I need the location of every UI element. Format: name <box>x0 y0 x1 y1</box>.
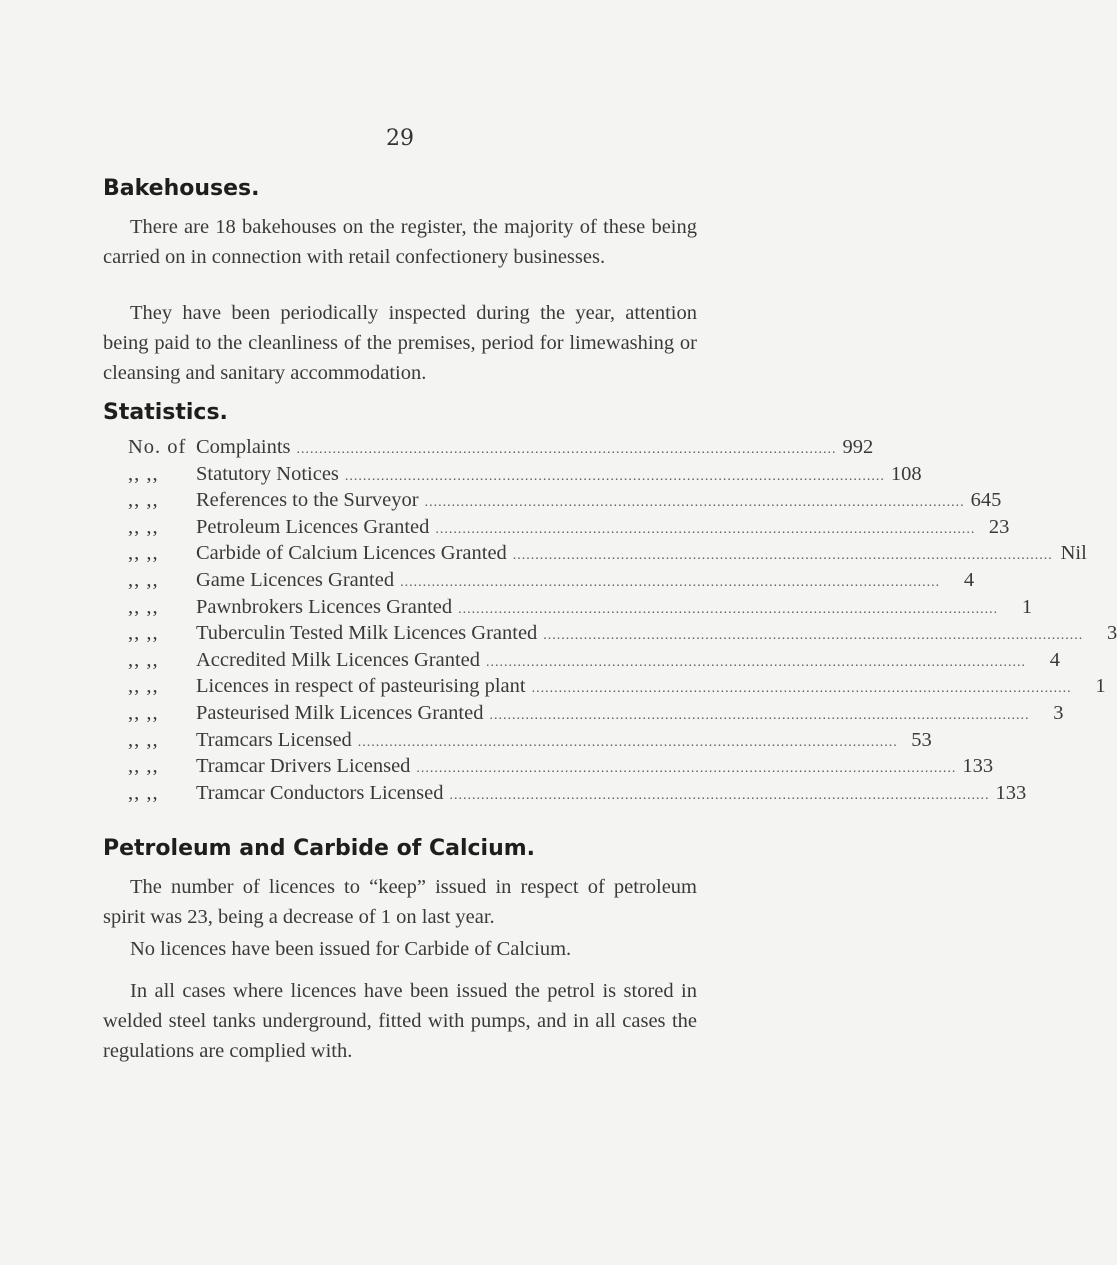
statistics-row-label: Carbide of Calcium Licences Granted <box>196 542 507 565</box>
statistics-row-label: Tramcars Licensed <box>196 728 352 751</box>
statistics-row <box>128 755 994 782</box>
statistics-row <box>128 728 932 756</box>
statistics-row-prefix: ,, ,, <box>128 595 159 618</box>
statistics-row-prefix: ,, ,, <box>128 568 159 591</box>
statistics-row-prefix: ,, ,, <box>128 755 159 778</box>
dot-leader: ........................................................................................................................ <box>486 654 1027 670</box>
dot-leader: ........................................................................................................................ <box>424 495 965 511</box>
statistics-row-value: 4 <box>963 568 975 591</box>
statistics-row-label: Tramcar Drivers Licensed <box>196 755 411 778</box>
statistics-row-value: 4 <box>1049 648 1061 671</box>
dot-leader: ........................................................................................................................ <box>489 707 1030 723</box>
dot-leader: ........................................................................................................................ <box>400 574 941 590</box>
bakehouses-paragraph-2: They have been periodically inspected during the year, attention being paid to the cleanliness of the premises, period for limewashing or cleansing and sanitary accommodation. <box>103 302 697 384</box>
petroleum-heading: Petroleum and Carbide of Calcium. <box>103 836 536 861</box>
statistics-row <box>128 568 975 596</box>
petroleum-paragraph-1: The number of licences to “keep” issued in respect of petroleum spirit was 23, being a decrease of 1 on last year. <box>103 876 697 928</box>
statistics-row <box>128 489 1002 516</box>
statistics-row-prefix: ,, ,, <box>128 489 159 512</box>
dot-leader: ........................................................................................................................ <box>512 548 1053 564</box>
statistics-row-prefix: ,, ,, <box>128 781 159 804</box>
statistics-row-prefix: No. of <box>128 436 187 458</box>
dot-leader: ........................................................................................................................ <box>458 601 999 617</box>
dot-leader: ........................................................................................................................ <box>357 734 898 750</box>
statistics-row-label: Petroleum Licences Granted <box>196 515 430 538</box>
statistics-row <box>128 648 1061 676</box>
statistics-row-value: 23 <box>988 515 1010 538</box>
statistics-row <box>128 781 1027 809</box>
page-number: 29 <box>386 126 414 151</box>
statistics-row-label: Game Licences Granted <box>196 568 395 591</box>
statistics-row-value: 53 <box>911 728 932 751</box>
statistics-row-value: 1 <box>1095 675 1106 698</box>
statistics-row-prefix: ,, ,, <box>128 648 159 671</box>
bakehouses-paragraph-1: There are 18 bakehouses on the register, the majority of these being carried on in connection with retail confectionery businesses. <box>103 216 697 268</box>
dot-leader: ........................................................................................................................ <box>449 787 990 803</box>
statistics-row-value: 108 <box>890 462 922 485</box>
statistics-row-label: Statutory Notices <box>196 462 339 485</box>
statistics-row-value: 1 <box>1021 595 1033 618</box>
statistics-row-label: Licences in respect of pasteurising plant <box>196 675 526 698</box>
statistics-row <box>128 436 874 463</box>
dot-leader: ........................................................................................................................ <box>543 628 1084 644</box>
statistics-row-prefix: ,, ,, <box>128 728 159 751</box>
statistics-row <box>128 542 1087 569</box>
statistics-row-label: Tuberculin Tested Milk Licences Granted <box>196 622 538 645</box>
statistics-row <box>128 462 922 490</box>
dot-leader: ........................................................................................................................ <box>416 761 957 777</box>
statistics-list <box>128 436 1117 808</box>
dot-leader: ........................................................................................................................ <box>435 521 976 537</box>
statistics-row <box>128 701 1064 729</box>
statistics-row-label: Pasteurised Milk Licences Granted <box>196 701 484 724</box>
statistics-row-label: Pawnbrokers Licences Granted <box>196 595 453 618</box>
statistics-row <box>128 675 1106 702</box>
petroleum-paragraph-3: In all cases where licences have been issued the petrol is stored in welded steel tanks underground, fitted with pumps, and in all cases the regulations are complied with. <box>103 980 697 1062</box>
dot-leader: ........................................................................................................................ <box>296 442 837 457</box>
statistics-row-label: Complaints <box>196 436 291 458</box>
statistics-row <box>128 595 1033 623</box>
statistics-row-prefix: ,, ,, <box>128 622 159 645</box>
statistics-row-value: Nil <box>1060 542 1087 565</box>
statistics-row-prefix: ,, ,, <box>128 515 159 538</box>
statistics-row-label: Accredited Milk Licences Granted <box>196 648 481 671</box>
statistics-row <box>128 622 1117 649</box>
statistics-row-value: 133 <box>995 781 1027 804</box>
statistics-row-prefix: ,, ,, <box>128 542 159 565</box>
statistics-row-value: 3 <box>1107 622 1117 645</box>
statistics-row-label: References to the Surveyor <box>196 489 419 512</box>
statistics-row-value: 645 <box>970 489 1002 512</box>
statistics-row-label: Tramcar Conductors Licensed <box>196 781 444 804</box>
dot-leader: ........................................................................................................................ <box>531 681 1072 697</box>
statistics-row <box>128 515 1010 543</box>
statistics-row-prefix: ,, ,, <box>128 675 159 698</box>
statistics-row-prefix: ,, ,, <box>128 462 159 485</box>
statistics-row-value: 3 <box>1053 701 1064 724</box>
bakehouses-heading: Bakehouses. <box>103 176 260 201</box>
statistics-row-prefix: ,, ,, <box>128 701 159 724</box>
petroleum-paragraph-2: No licences have been issued for Carbide of Calcium. <box>130 938 572 960</box>
statistics-row-value: 133 <box>962 755 994 778</box>
statistics-row-value: 992 <box>842 436 874 458</box>
statistics-heading: Statistics. <box>103 400 228 425</box>
dot-leader: ........................................................................................................................ <box>344 468 885 484</box>
